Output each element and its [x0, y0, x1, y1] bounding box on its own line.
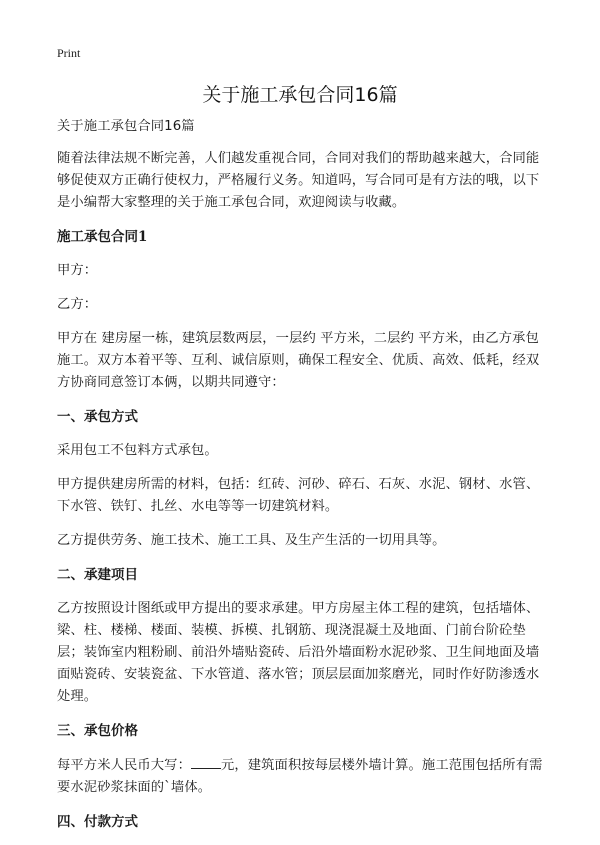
- price-blank: [191, 754, 221, 769]
- section-3-heading: 三、承包价格: [57, 723, 138, 739]
- preamble-paragraph: 甲方在 建房屋一栋，建筑层数两层，一层约 平方米，二层约 平方米，由乙方承包施工。双方本着平等、互利、诚信原则，确保工程安全、优质、高效、低耗，经双方协商同意签订本俩，以期共同遵守：: [57, 331, 540, 390]
- page-title: 关于施工承包合同16篇: [202, 84, 398, 106]
- print-link[interactable]: Print: [57, 46, 81, 60]
- party-a-line: 甲方：: [57, 263, 98, 278]
- section-1-heading: 一、承包方式: [57, 409, 138, 425]
- section-1-paragraph-3: 乙方提供劳务、施工技术、施工工具、及生产生活的一切用具等。: [57, 533, 446, 548]
- section-2-paragraph-1: 乙方按照设计图纸或甲方提出的要求承建。甲方房屋主体工程的建筑，包括墙体、梁、柱、楼梯、楼面、装模、拆模、扎钢筋、现浇混凝土及地面、门前台阶砼垫层；装饰室内粗粉刷、前沿外墙贴瓷砖、后沿外墙面粉水泥砂浆、卫生间地面及墙面贴瓷砖、安装瓷盆、下水管道、落水管；顶层层面加浆磨光，同时作好防渗透水处理。: [57, 601, 540, 704]
- intro-paragraph: 随着法律法规不断完善，人们越发重视合同，合同对我们的帮助越来越大，合同能够促使双方正确行使权力，严格履行义务。知道吗，写合同可是有方法的哦，以下是小编帮大家整理的关于施工承包合同，欢迎阅读与收藏。: [57, 151, 540, 210]
- party-b-line: 乙方：: [57, 297, 98, 312]
- document-body: [57, 116, 547, 845]
- section-1-paragraph-2: 甲方提供建房所需的材料，包括：红砖、河砂、碎石、石灰、水泥、钢材、水管、下水管、铁钉、扎丝、水电等等一切建筑材料。: [57, 477, 540, 514]
- section-4-heading: 四、付款方式: [57, 814, 138, 830]
- document-subtitle: 关于施工承包合同16篇: [57, 119, 195, 134]
- price-label: 每平方米人民币大写：: [57, 758, 191, 773]
- contract-1-heading: 施工承包合同1: [57, 229, 148, 245]
- section-3-paragraph-1: [57, 754, 547, 799]
- section-2-heading: 二、承建项目: [57, 567, 138, 583]
- section-1-paragraph-1: 采用包工不包料方式承包。: [57, 443, 218, 458]
- price-description: 元，建筑面积按每层楼外墙计算。施工范围包括所有需要水泥砂浆抹面的`墙体。: [57, 758, 543, 795]
